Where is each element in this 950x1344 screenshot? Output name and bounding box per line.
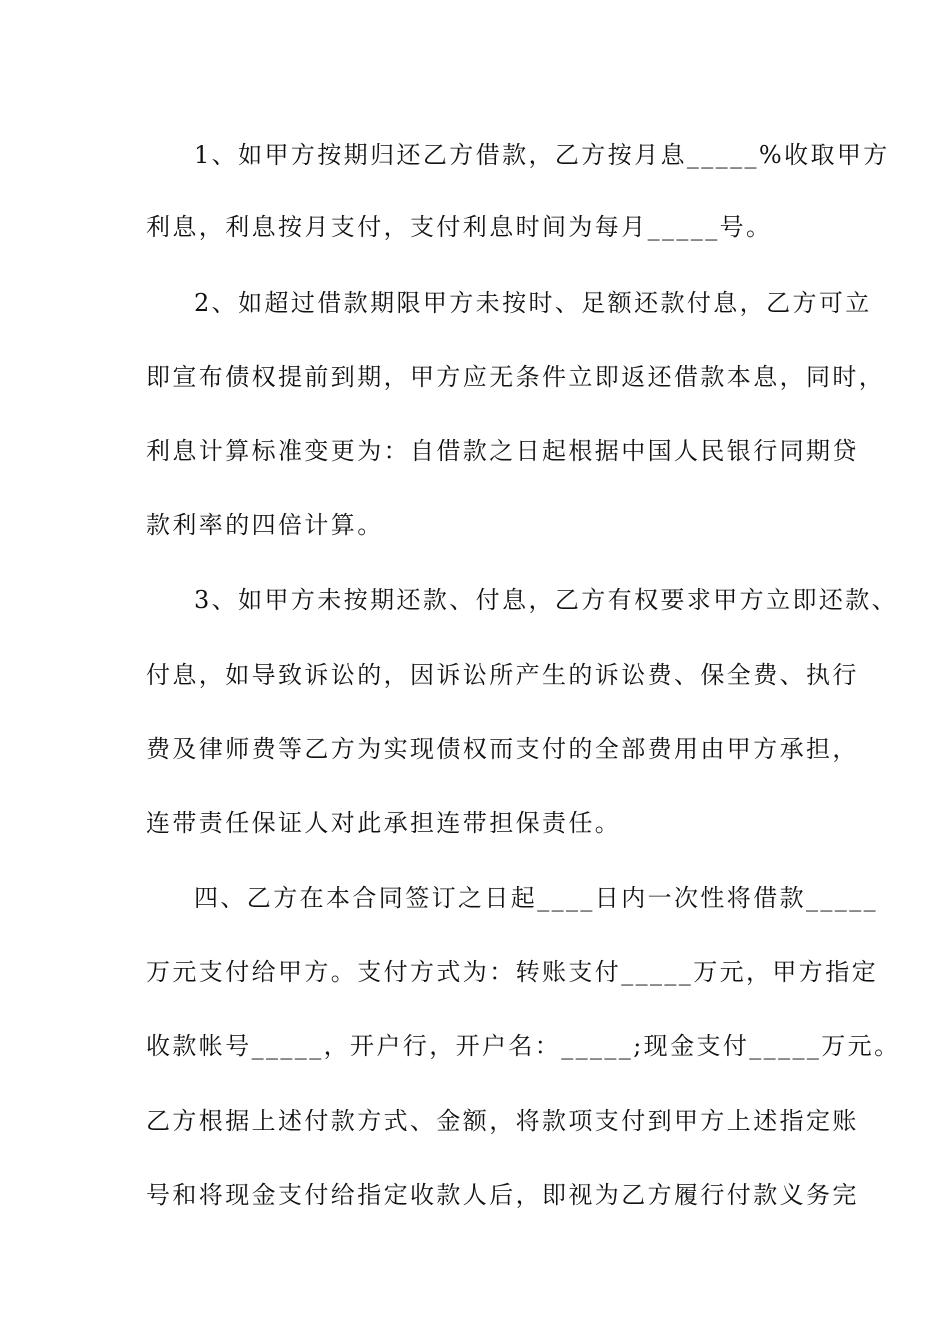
- section-4-line-2: 万元支付给甲方。支付方式为：转账支付_____万元，甲方指定: [146, 958, 878, 986]
- clause-1-line-2: 利息，利息按月支付，支付利息时间为每月_____号。: [146, 213, 773, 241]
- clause-1-line-1: 1、如甲方按期归还乙方借款，乙方按月息_____%收取甲方: [194, 141, 890, 169]
- section-4-line-4: 乙方根据上述付款方式、金额，将款项支付到甲方上述指定账: [146, 1107, 859, 1135]
- section-4-line-1: 四、乙方在本合同签订之日起____日内一次性将借款_____: [194, 884, 878, 912]
- clause-2-line-3: 利息计算标准变更为：自借款之日起根据中国人民银行同期贷: [146, 437, 859, 465]
- section-4-line-3: 收款帐号_____，开户行，开户名：_____;现金支付_____万元。: [146, 1032, 901, 1060]
- clause-2-line-1: 2、如超过借款期限甲方未按时、足额还款付息，乙方可立: [194, 289, 872, 317]
- clause-2-line-2: 即宣布债权提前到期，甲方应无条件立即返还借款本息，同时，: [146, 363, 886, 391]
- clause-2-line-4: 款利率的四倍计算。: [146, 511, 384, 539]
- clause-3-line-4: 连带责任保证人对此承担连带担保责任。: [146, 809, 622, 837]
- section-4-line-5: 号和将现金支付给指定收款人后，即视为乙方履行付款义务完: [146, 1181, 859, 1209]
- clause-3-line-2: 付息，如导致诉讼的，因诉讼所产生的诉讼费、保全费、执行: [146, 661, 859, 689]
- clause-3-line-3: 费及律师费等乙方为实现债权而支付的全部费用由甲方承担，: [146, 735, 859, 763]
- clause-3-line-1: 3、如甲方未按期还款、付息，乙方有权要求甲方立即还款、: [194, 586, 899, 614]
